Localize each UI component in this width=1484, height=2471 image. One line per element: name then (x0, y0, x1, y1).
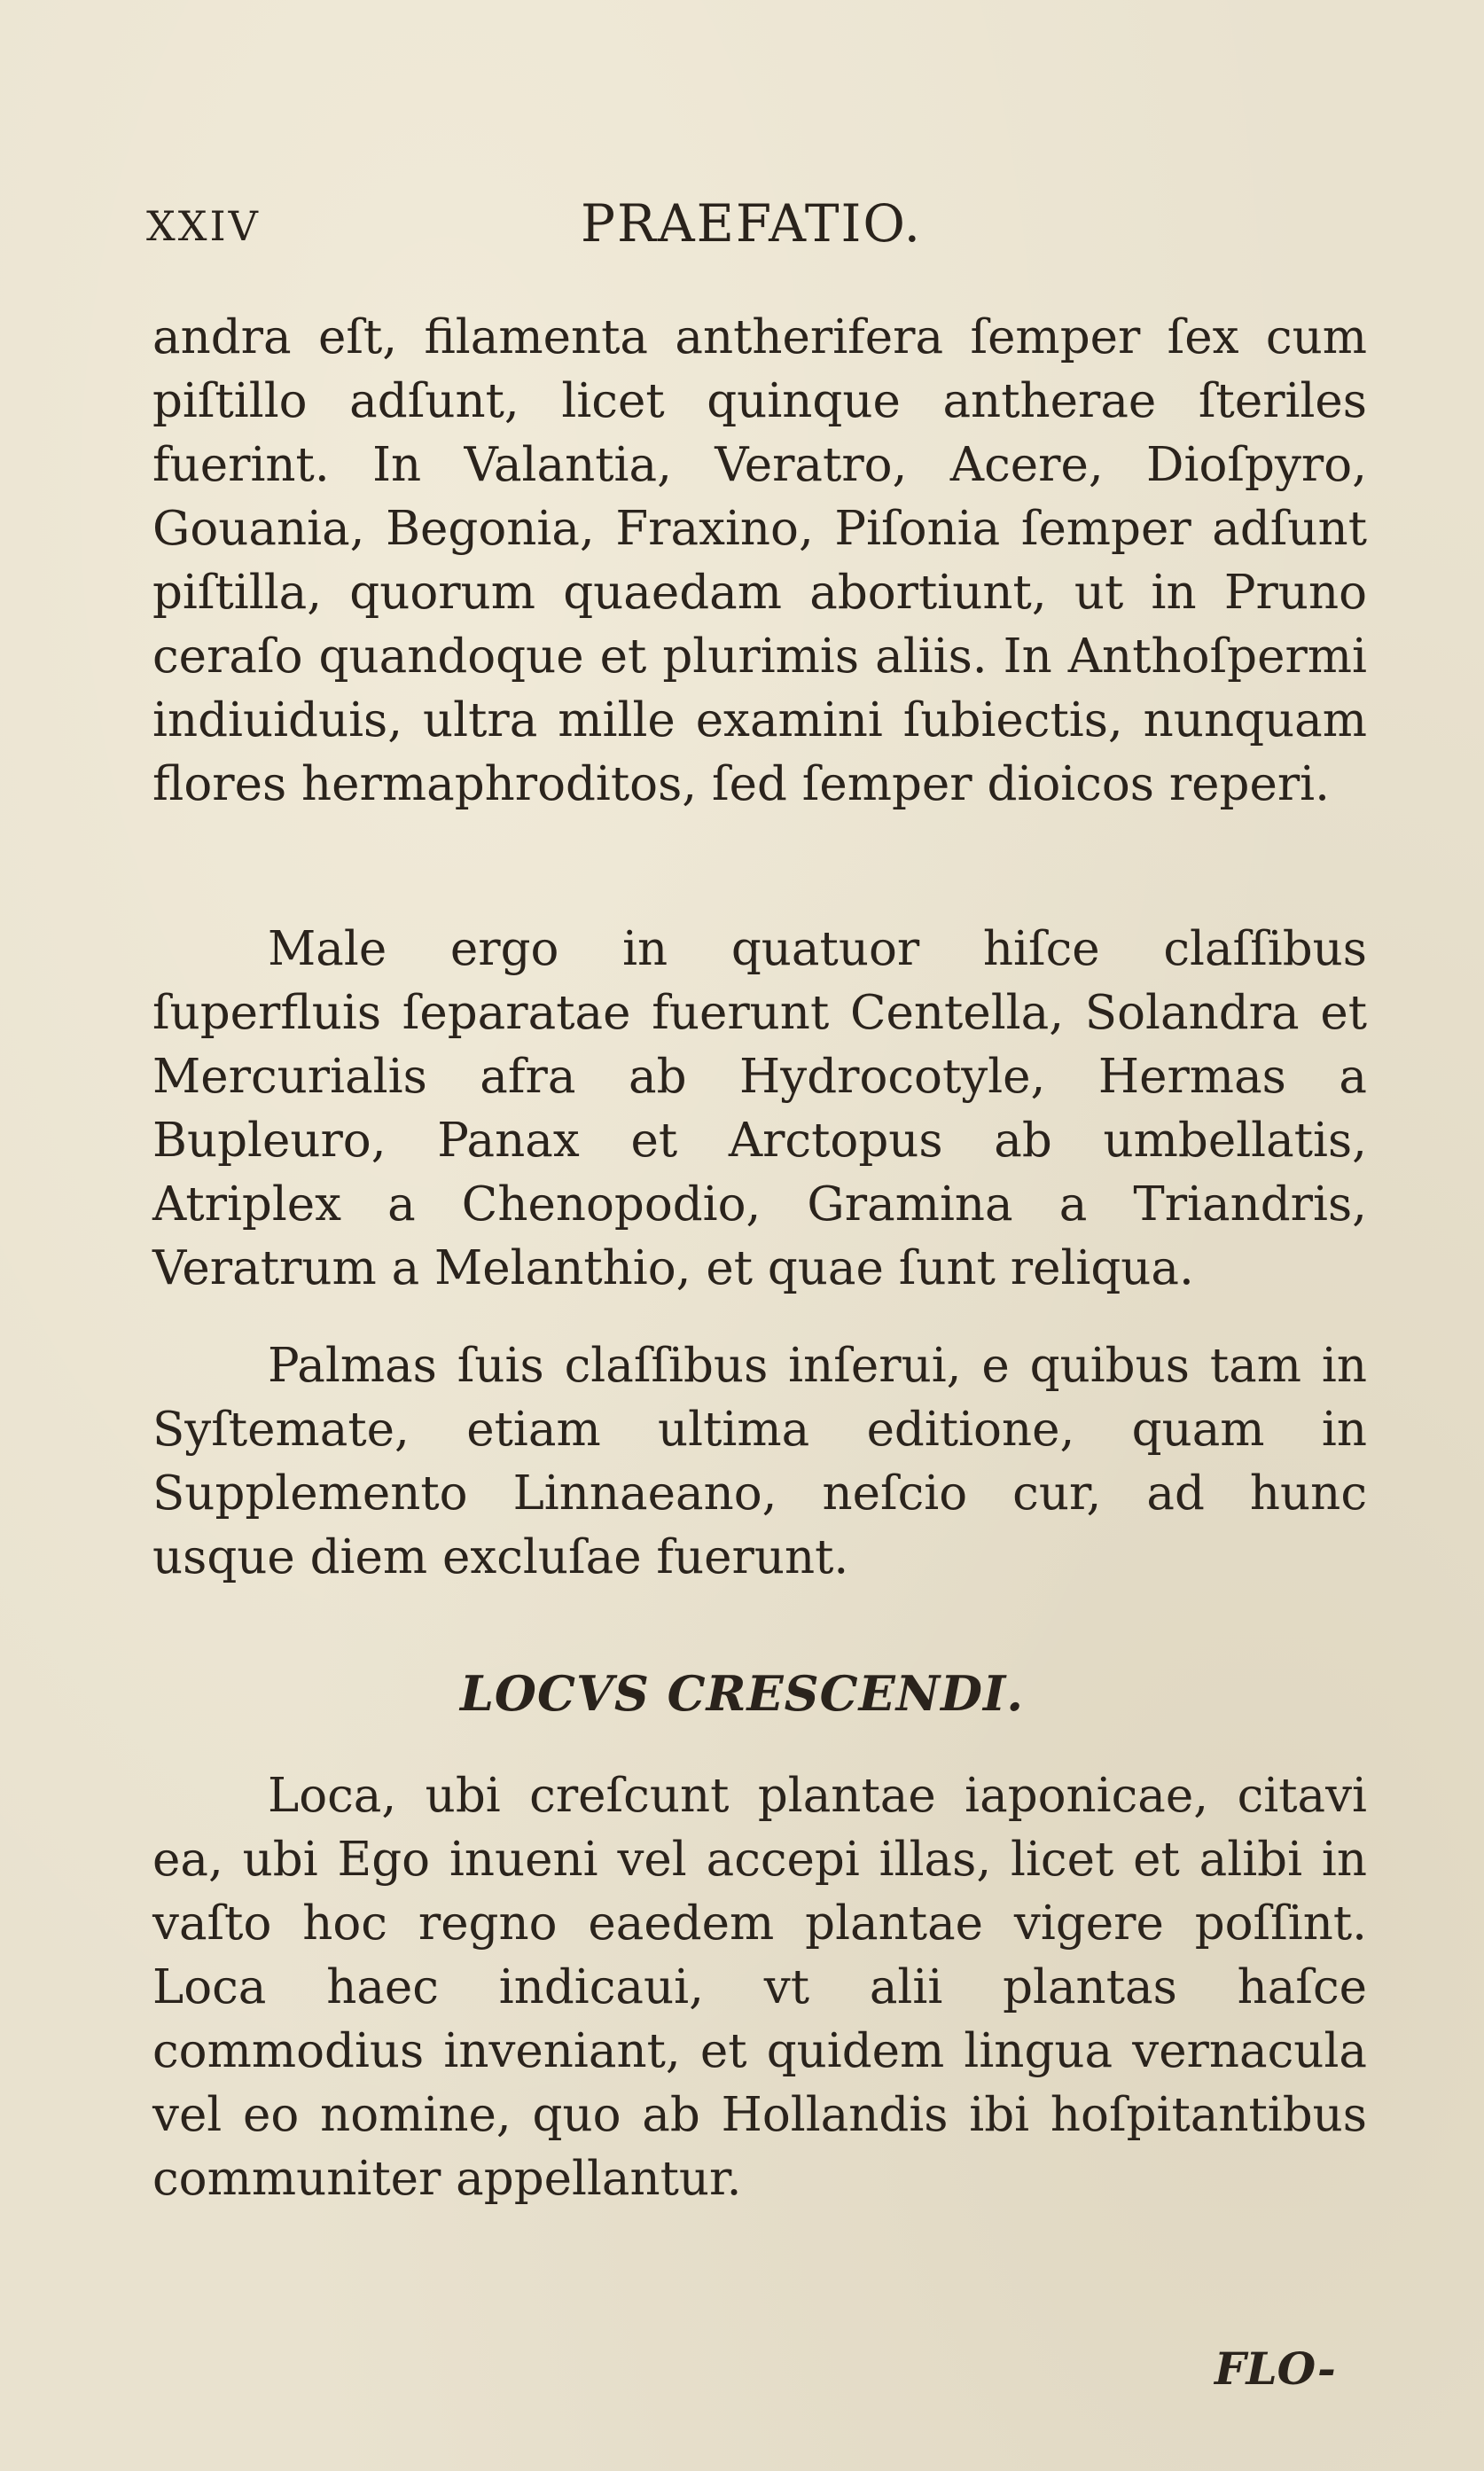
paragraph-text: Loca, ubi creſcunt plantae iaponicae, citavi ea, ubi Ego inueni vel accepi illas, licet et alibi in vaſto hoc regno eaedem plantae vigere poſſint. Loca haec indicaui, vt alii plantas haſce commodius inveniant, et quidem lingua vernacula vel eo nomine, quo ab Hollandis ibi hoſpitantibus communiter appellantur. (152, 1769, 1367, 2206)
running-head (146, 193, 1352, 255)
paragraph-text: Palmas ſuis claſſibus inſerui, e quibus tam in Syſtemate, etiam ultima editione, quam in Supplemento Linnaeano, neſcio cur, ad hunc usque diem excluſae fuerunt. (152, 1339, 1367, 1584)
catchword: FLO- (1215, 2342, 1336, 2395)
page-title: PRAEFATIO. (581, 193, 923, 254)
paragraph-2 (152, 918, 1367, 1301)
paragraph-text: andra eſt, filamenta antherifera ſemper ſex cum piſtillo adſunt, licet quinque antherae ſteriles fuerint. In Valantia, Veratro, Acere, Dioſpyro, Gouania, Begonia, Fraxino, Piſonia ſemper adſunt piſtilla, quorum quaedam abortiunt, ut in Pruno ceraſo quandoque et plurimis aliis. In Anthoſpermi indiuiduis, ultra mille examini ſubiectis, nunquam flores hermaphroditos, ſed ſemper dioicos reperi. (152, 310, 1367, 811)
section-heading: LOCVS CRESCENDI. (459, 1665, 1025, 1722)
paragraph-text: Male ergo in quatuor hiſce claſſibus ſuperfluis ſeparatae fuerunt Centella, Solandra et Mercurialis afra ab Hydrocotyle, Hermas a Bupleuro, Panax et Arctopus ab umbellatis, Atriplex a Chenopodio, Gramina a Triandris, Veratrum a Melanthio, et quae ſunt reliqua. (152, 922, 1367, 1295)
page-number: XXIV (146, 202, 261, 250)
paragraph-3 (152, 1334, 1367, 1590)
paragraph-4 (152, 1764, 1367, 2211)
paragraph-1 (152, 306, 1367, 817)
